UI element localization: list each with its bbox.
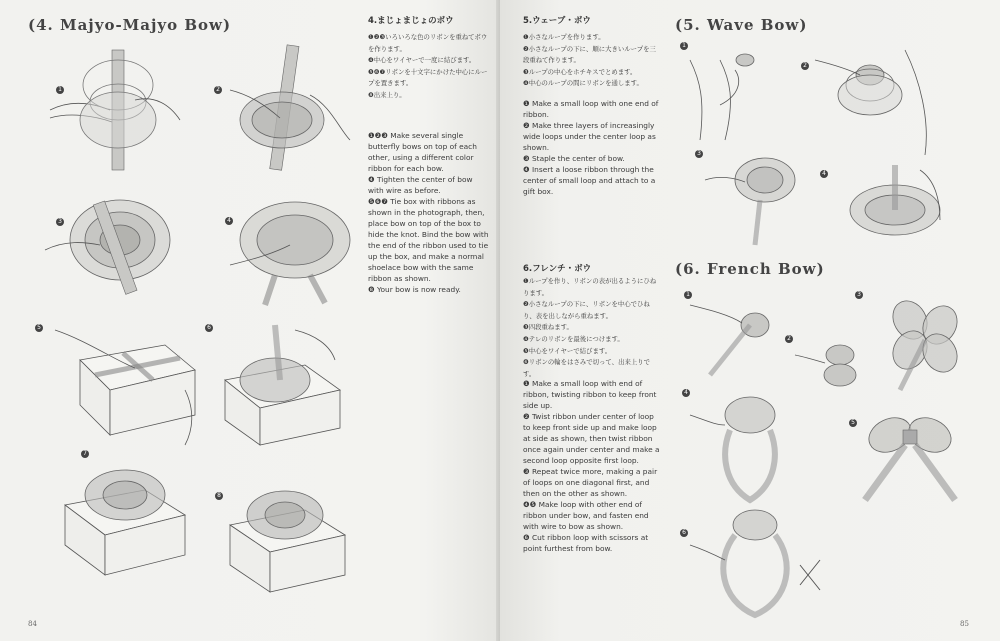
list-item: ❺❻❼ Tie box with ribbons as shown in the photograph, then, place bow on top of the box to hide the knot. Bind the bow with the end of the ribbon used to tie up the box, and make a normal shoelace bow with the same ribbon as shown. — [368, 197, 489, 283]
list-item: ❸四段重ねます。 — [523, 323, 573, 332]
finished-box-illustration: 8 — [215, 480, 365, 600]
list-item: ❺❻❼リボンを十文字にかけた中心にループを置きます。 — [368, 67, 488, 88]
french-jp-heading: 6.フレンチ・ボウ — [523, 264, 592, 274]
wave-finished-bow-illustration: 4 — [820, 160, 970, 260]
section-title-french-bow: (6. French Bow) — [675, 260, 825, 278]
wave-layered-loops-illustration: 2 — [795, 40, 945, 160]
tied-box-illustration: 5 — [35, 320, 205, 450]
french-en-steps — [523, 378, 661, 554]
section-title-majyo-majyo: (4. Majyo-Majyo Bow) — [28, 16, 232, 34]
right-page — [500, 0, 1000, 641]
wave-jp-steps — [523, 32, 658, 90]
stacked-bow-loops-illustration: 2 — [210, 40, 360, 180]
wave-stapled-bow-illustration: 3 — [695, 140, 815, 250]
list-item: ❸ループの中心をホチキスでとめます。 — [523, 67, 637, 76]
french-second-loop-illustration: 2 — [785, 325, 875, 405]
majyo-jp-heading: 4.まじょまじょのボウ — [368, 16, 454, 26]
list-item: ❺中心をワイヤーで結びます。 — [523, 346, 612, 355]
list-item: ❽出来上り。 — [368, 90, 406, 99]
list-item: ❸ Repeat twice more, making a pair of loops on one diagonal first, and then on the other as shown. — [523, 467, 658, 498]
wave-en-steps — [523, 98, 663, 197]
list-item: ❹中心のループの間にリボンを通します。 — [523, 79, 643, 88]
shoelace-bow-box-illustration: 7 — [45, 450, 205, 580]
list-item: ❹ Tighten the center of bow with wire as before. — [368, 175, 473, 195]
single-bow-loops-illustration: 1 — [40, 40, 190, 180]
list-item: ❽ Your bow is now ready. — [368, 285, 461, 294]
wave-jp-heading: 5.ウェーブ・ボウ — [523, 16, 591, 26]
list-item: ❶❷❸ Make several single butterfly bows on top of each other, using a different color ribbon for each bow. — [368, 131, 477, 173]
french-wired-loop-illustration: 4 — [680, 385, 810, 505]
list-item: ❶ループを作り、リボンの表が出るようにひねります。 — [523, 277, 657, 297]
majyo-en-steps — [368, 130, 490, 295]
list-item: ❹❺ Make loop with other end of ribbon under bow, and fasten end with wire to bow as shown. — [523, 500, 649, 531]
list-item: ❹中心をワイヤーで一度に結びます。 — [368, 56, 476, 65]
list-item: ❶小さなループを作ります。 — [523, 33, 605, 41]
list-item: ❹テレのリボンを最後につけます。 — [523, 334, 624, 343]
page-number-left: 84 — [28, 620, 37, 628]
list-item: ❶ Make a small loop with one end of ribbon. — [523, 99, 659, 119]
list-item: ❶❷❸いろいろな色のリボンを重ねてボウを作ります。 — [368, 33, 488, 53]
list-item: ❻リボンの輪をはさみで切って、出来上りです。 — [523, 358, 651, 378]
list-item: ❻ Cut ribbon loop with scissors at point furthest from bow. — [523, 533, 649, 553]
list-item: ❹ Insert a loose ribbon through the center of small loop and attach to a gift box. — [523, 165, 656, 196]
majyo-jp-steps — [368, 32, 488, 102]
list-item: ❷小さなループの下に、順に大きいループを三段重ねて作ります。 — [523, 44, 656, 65]
french-first-loop-illustration: 1 — [680, 285, 790, 385]
french-cut-loop-illustration: 6 — [680, 505, 830, 620]
list-item: ❸ Staple the center of bow. — [523, 154, 625, 163]
list-item: ❶ Make a small loop with end of ribbon, twisting ribbon to keep front side up. — [523, 379, 657, 410]
wave-small-loop-illustration: 1 — [680, 40, 790, 150]
french-four-loops-illustration: 3 — [855, 285, 975, 395]
french-bow-tails-illustration: 5 — [845, 405, 975, 505]
list-item: ❷ Twist ribbon under center of loop to keep front side up and make loop at side as shown, then twist ribbon once again under center and make a second loop opposite first loop. — [523, 412, 660, 465]
section-title-wave-bow: (5. Wave Bow) — [675, 16, 808, 34]
list-item: ❷小さなループの下に、リボンを中心でひねり、表を出しながら重ねます。 — [523, 300, 650, 320]
french-jp-steps — [523, 276, 660, 380]
fluffed-bow-illustration: 4 — [215, 185, 365, 310]
list-item: ❷ Make three layers of increasingly wide loops under the center loop as shown. — [523, 121, 656, 152]
bow-on-box-illustration: 6 — [205, 320, 365, 450]
page-number-right: 85 — [960, 620, 969, 628]
wired-bow-illustration: 3 — [40, 180, 200, 310]
